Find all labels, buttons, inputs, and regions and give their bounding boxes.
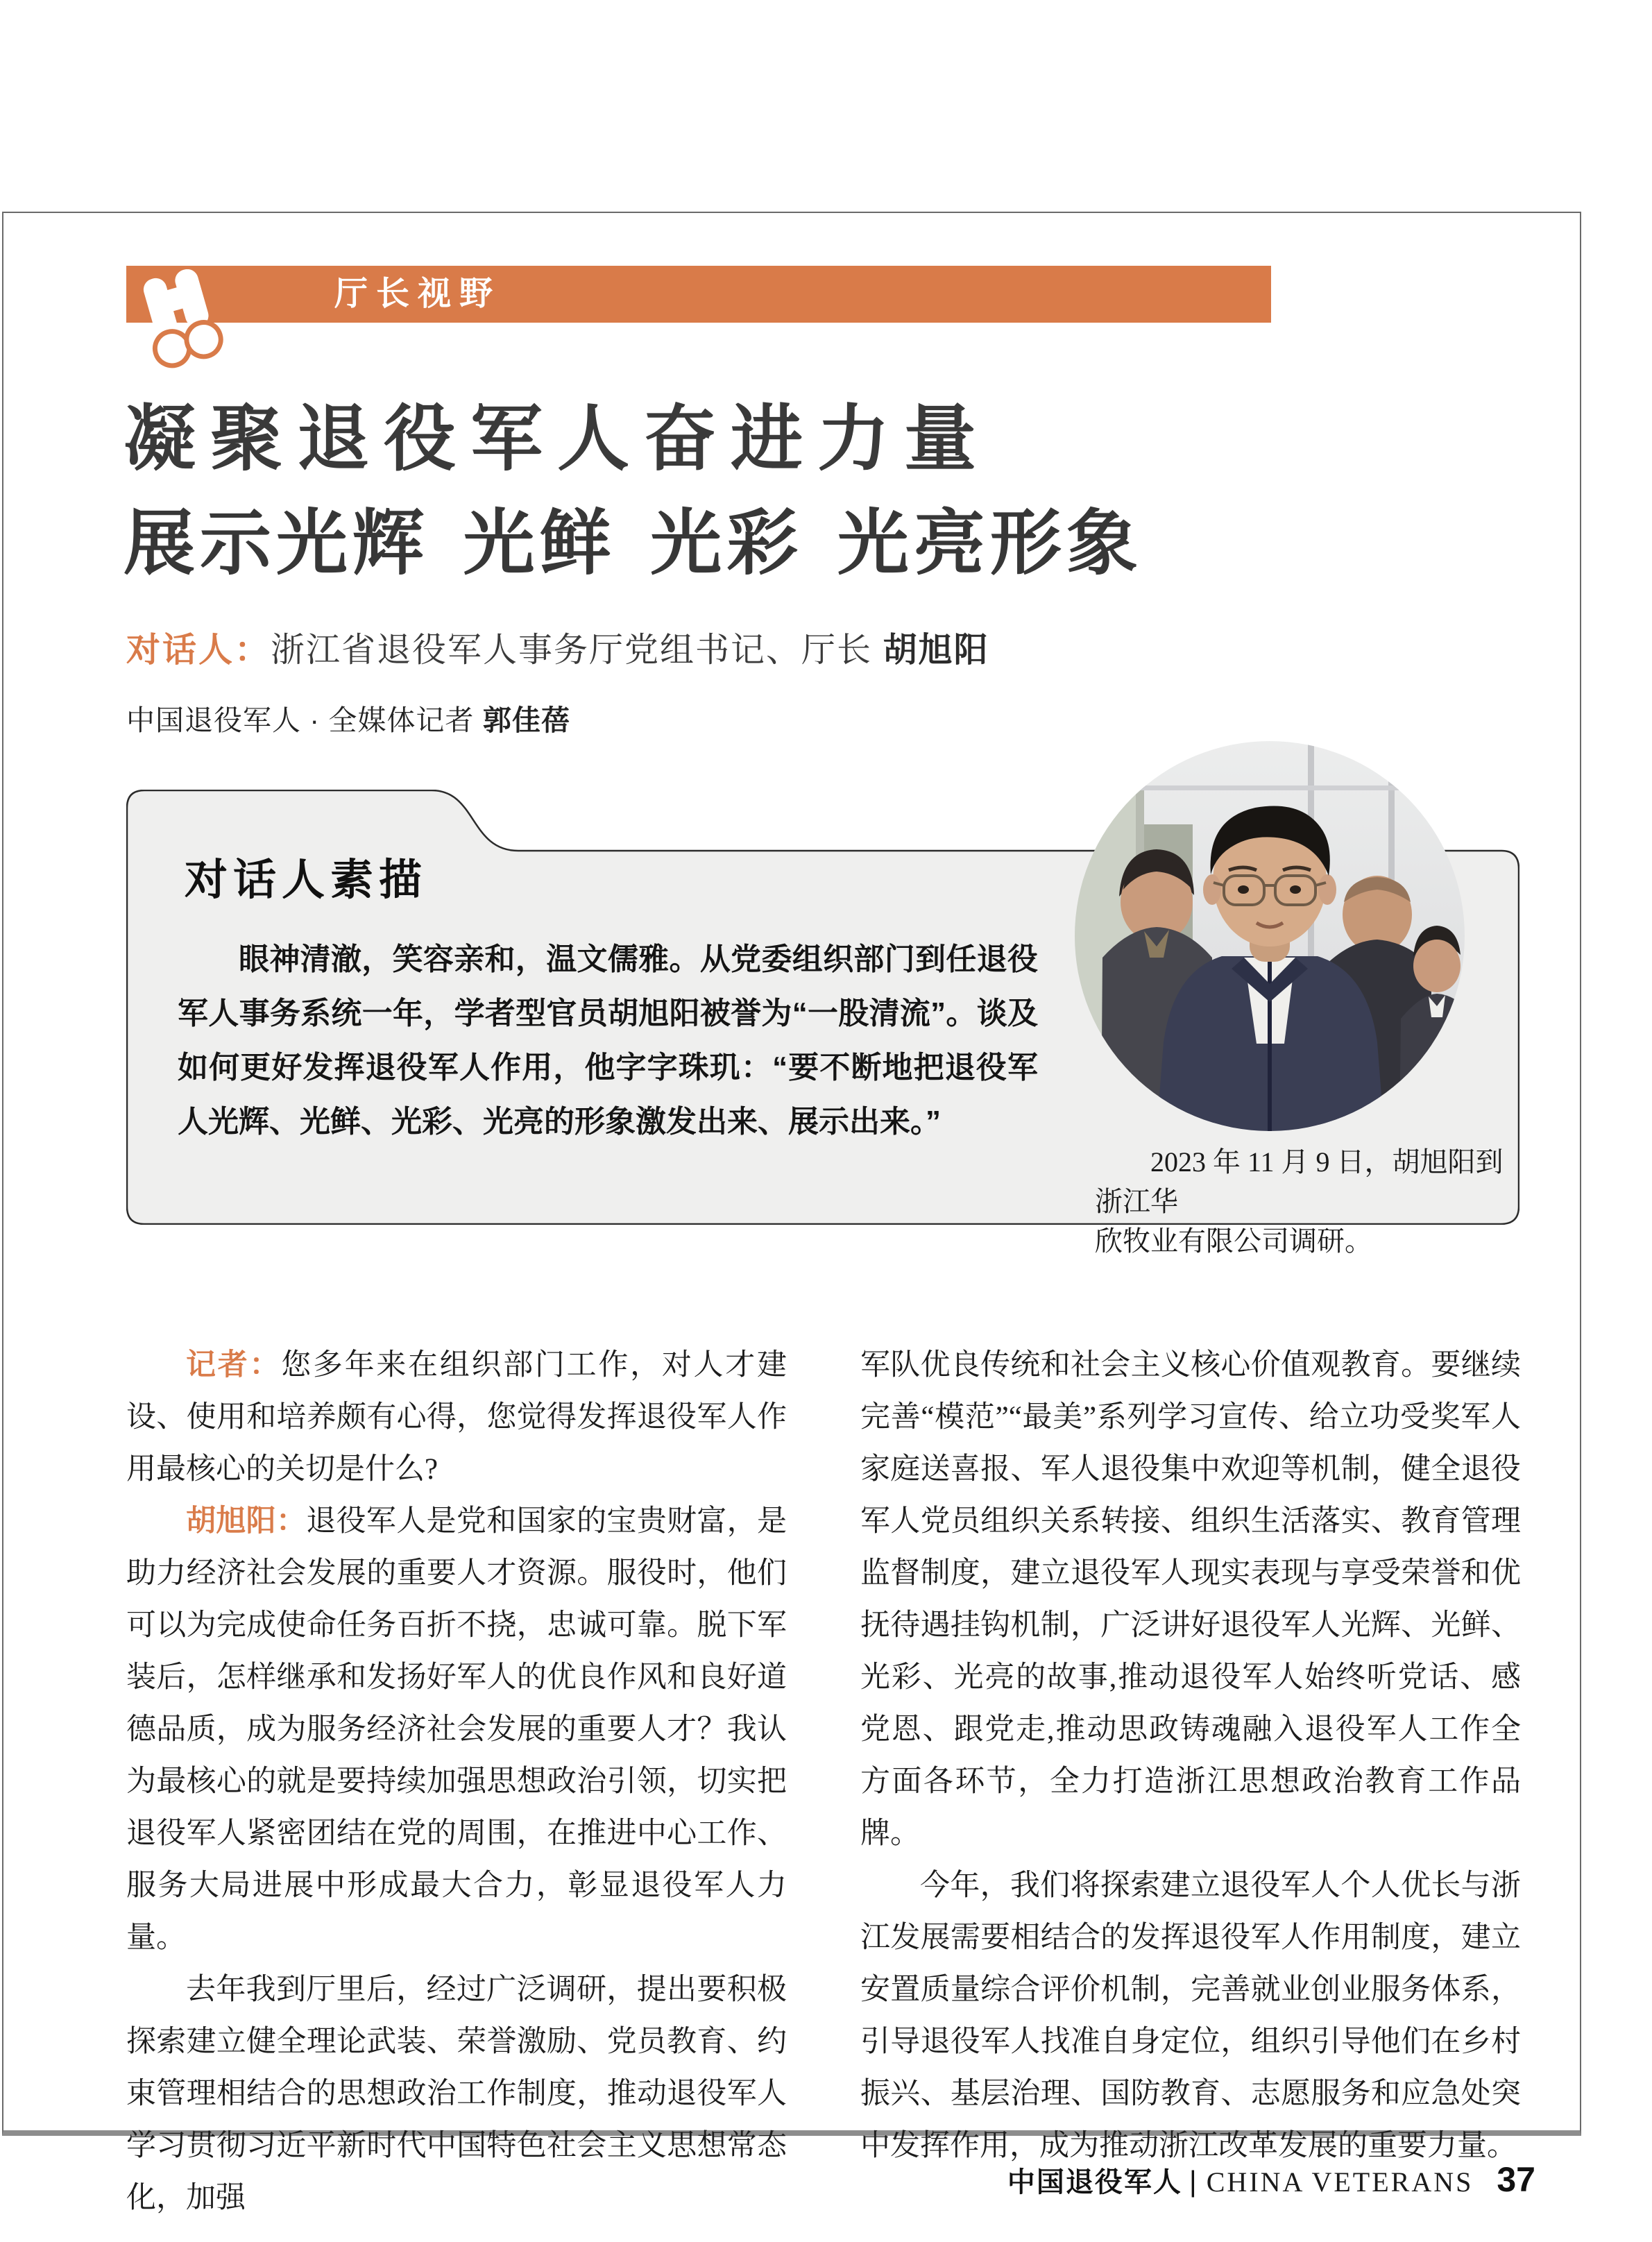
article-column-right (860, 1339, 1521, 2172)
section-badge-label: 厅长视野 (334, 275, 502, 312)
reporter-byline (126, 697, 570, 738)
interviewee-byline (126, 623, 989, 672)
byline-name: 胡旭阳 (883, 631, 989, 669)
article-paragraph: 去年我到厅里后，经过广泛调研，提出要积极探索建立健全理论武装、荣誉激励、党员教育、约束管理相结合的思想政治工作制度，推动退役军人学习贯彻习近平新时代中国特色社会主义思想常态化，加强 (126, 1973, 787, 2214)
page-footer (1007, 2159, 1535, 2200)
sketch-box-body: 眼神清澈，笑容亲和，温文儒雅。从党委组织部门到任退役军人事务系统一年，学者型官员胡旭阳被誉为“一股清流”。谈及如何更好发挥退役军人作用，他字字珠玑：“要不断地把退役军人光辉、光鲜、光彩、光亮的形象激发出来、展示出来。” (178, 942, 1038, 1139)
reporter-name: 郭佳蓓 (482, 704, 570, 736)
speaker-lead: 记者： (186, 1348, 282, 1382)
footer-page-number: 37 (1497, 2160, 1535, 2199)
byline-role: 浙江省退役军人事务厅党组书记、厅长 (271, 631, 883, 669)
binoculars-icon (132, 269, 228, 375)
article-paragraph: 记者：您多年来在组织部门工作，对人才建设、使用和培养颇有心得，您觉得发挥退役军人作用最核心的关切是什么? (126, 1348, 787, 1486)
photo-caption (1095, 1142, 1504, 1261)
article-paragraph: 今年，我们将探索建立退役军人个人优长与浙江发展需要相结合的发挥退役军人作用制度，建立安置质量综合评价机制，完善就业创业服务体系，引导退役军人找准自身定位，组织引导他们在乡村振兴、基层治理、国防教育、志愿服务和应急处突中发挥作用，成为推动浙江改革发展的重要力量。 (860, 1869, 1521, 2162)
article-paragraph: 胡旭阳：退役军人是党和国家的宝贵财富，是助力经济社会发展的重要人才资源。服役时，他们可以为完成使命任务百折不挠，忠诚可靠。脱下军装后，怎样继承和发扬好军人的优良作风和良好道德品质，成为服务经济社会发展的重要人才？我认为最核心的就是要持续加强思想政治引领，切实把退役军人紧密团结在党的周围，在推进中心工作、服务大局进展中形成最大合力，彰显退役军人力量。 (126, 1504, 787, 1954)
sketch-box-title: 对话人素描 (185, 857, 428, 904)
photo-caption-line1: 2023 年 11 月 9 日，胡旭阳到浙江华 (1095, 1146, 1504, 1217)
photo-caption-line2: 欣牧业有限公司调研。 (1095, 1225, 1372, 1257)
interviewee-photo (1075, 741, 1465, 1131)
footer-magazine-name-en: CHINA VETERANS (1206, 2166, 1474, 2198)
byline-lead: 对话人： (126, 631, 271, 669)
reporter-text: 中国退役军人 · 全媒体记者 (126, 704, 483, 736)
headline-line2: 展示光辉 光鲜 光彩 光亮形象 (124, 503, 1143, 583)
speaker-lead: 胡旭阳： (186, 1504, 307, 1538)
article-column-left (126, 1339, 787, 2224)
footer-magazine-name-cn: 中国退役军人 (1007, 2167, 1182, 2198)
headline-line1: 凝聚退役军人奋进力量 (124, 399, 991, 479)
footer-divider: | (1189, 2165, 1197, 2198)
article-paragraph: 军队优良传统和社会主义核心价值观教育。要继续完善“模范”“最美”系列学习宣传、给立功受奖军人家庭送喜报、军人退役集中欢迎等机制，健全退役军人党员组织关系转接、组织生活落实、教育管理监督制度，建立退役军人现实表现与享受荣誉和优抚待遇挂钩机制，广泛讲好退役军人光辉、光鲜、光彩、光亮的故事,推动退役军人始终听党话、感党恩、跟党走,推动思政铸魂融入退役军人工作全方面各环节，全力打造浙江思想政治教育工作品牌。 (860, 1349, 1521, 1850)
section-badge (126, 266, 1271, 323)
